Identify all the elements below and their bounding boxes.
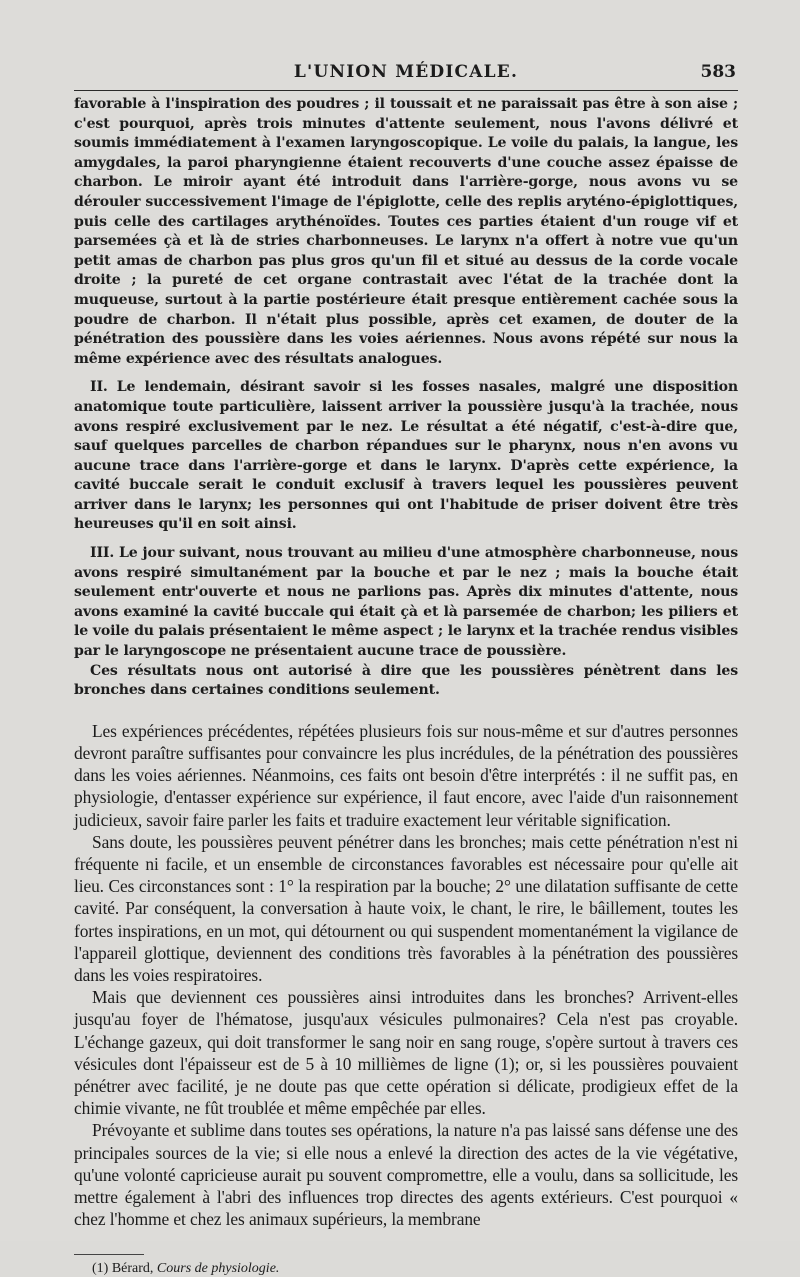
- discussion-section: [74, 720, 738, 1231]
- discussion-paragraph-3: Mais que deviennent ces poussières ainsi introduites dans les bronches? Arrivent-elles jusqu'au foyer de l'hématose, jusqu'aux vésicules pulmonaires? Cela n'est pas croyable. L'échange gazeux, qui doit transformer le sang noir en sang rouge, s'opère surtout à travers ces vésicules dont l'épaisseur est de 5 à 10 millièmes de ligne (1); or, si les poussières pouvaient pénétrer avec facilité, je ne doute pas que cette opération si délicate, prodigieux effet de la chimie vivante, ne fût troublée et même empêchée par elles.: [74, 987, 738, 1119]
- footnote: [74, 1261, 738, 1277]
- experiment-paragraph-3: III. Le jour suivant, nous trouvant au milieu d'une atmosphère charbonneuse, nous avons respiré simultanément par la bouche et par le nez ; mais la bouche était seulement entr'ouverte et nous ne parlions pas. Après dix minutes d'attente, nous avons examiné la cavité buccale qui était çà et là parsemée de charbon; les piliers et le voile du palais présentaient le même aspect ; le larynx et la trachée rendus visibles par le laryngoscope ne présentaient aucune trace de poussière.: [74, 545, 738, 660]
- discussion-paragraph-1: Les expériences précédentes, répétées plusieurs fois sur nous-même et sur d'autres personnes devront paraître suffisantes pour convaincre les plus incrédules, de la pénétration des poussières dans les voies aériennes. Néanmoins, ces faits ont besoin d'être interprétés : il ne suffit pas, en physiologie, d'entasser expérience sur expérience, il faut encore, avec l'aide d'un raisonnement judicieux, savoir faire parler les faits et traduire exactement leur véritable signification.: [74, 720, 738, 830]
- footnote-marker: (1) Bérard,: [92, 1261, 157, 1277]
- footnote-rule: [74, 1254, 144, 1255]
- experiment-section: [74, 95, 738, 701]
- page-number: 583: [700, 62, 736, 82]
- experiment-conclusion: Ces résultats nous ont autorisé à dire que les poussières pénètrent dans les bronches dans certaines conditions seulement.: [74, 662, 738, 699]
- discussion-paragraph-2: Sans doute, les poussières peuvent pénétrer dans les bronches; mais cette pénétration n'est ni fréquente ni facile, et un ensemble de circonstances favorables est nécessaire pour qu'elle ait lieu. Ces circonstances sont : 1° la respiration par la bouche; 2° une dilatation suffisante de cette cavité. Par conséquent, la conversation à haute voix, le chant, le rire, le bâillement, toutes les fortes inspirations, en un mot, qui détournent ou qui suspendent momentanément la vigilance de l'appareil glottique, deviennent des conditions très favorables à la pénétration des poussières dans les voies respiratoires.: [74, 831, 738, 986]
- running-title: L'UNION MÉDICALE.: [293, 62, 519, 82]
- experiment-paragraph-2: II. Le lendemain, désirant savoir si les fosses nasales, malgré une disposition anatomique toute particulière, laissent arriver la poussière jusqu'à la trachée, nous avons respiré exclusivement par le nez. Le résultat a été négatif, c'est-à-dire que, sauf quelques parcelles de charbon répandues sur le pharynx, nous n'en avons vu aucune trace dans l'arrière-gorge et dans le larynx. D'après cette expérience, la cavité buccale serait le conduit exclusif à travers lequel les poussières peuvent arriver dans le larynx; les personnes qui ont l'habitude de priser doivent être très heureuses qu'il en soit ainsi.: [74, 379, 738, 533]
- page-header: [74, 62, 738, 88]
- experiment-paragraph-1: favorable à l'inspiration des poudres ; il toussait et ne paraissait pas être à son aise ; c'est pourquoi, après trois minutes d'attente seulement, nous l'avons délivré et soumis immédiatement à l'examen laryngoscopique. Le voile du palais, la langue, les amygdales, la paroi pharyngienne étaient recouverts d'une couche assez épaisse de charbon. Le miroir ayant été introduit dans l'arrière-gorge, nous avons vu se dérouler successivement l'image de l'épiglotte, celle des replis aryténo-épiglottiques, puis celle des cartilages arythénoïdes. Toutes ces parties étaient d'un rouge vif et parsemées çà et là de stries charbonneuses. Le larynx n'a offert à notre vue qu'un petit amas de charbon pas plus gros qu'un fil et situé au dessus de la corde vocale droite ; la pureté de cet organe contrastait avec l'état de la trachée dont la muqueuse, surtout à la partie postérieure était presque entièrement cachée sous la poudre de charbon. Il n'était plus possible, après cet examen, de douter de la pénétration des poussière dans les voies aériennes. Nous avons répété sur nous la même expérience avec des résultats analogues.: [74, 96, 738, 367]
- header-rule: [74, 90, 738, 91]
- footnote-source: Cours de physiologie.: [156, 1261, 280, 1277]
- discussion-paragraph-4: Prévoyante et sublime dans toutes ses opérations, la nature n'a pas laissé sans défense une des principales sources de la vie; si elle nous a enlevé la direction des actes de la vie végétative, qu'une volonté capricieuse aurait pu souvent compromettre, elle a voulu, dans sa sollicitude, les mettre également à l'abri des influences trop directes des agents extérieurs. C'est pourquoi « chez l'homme et chez les animaux supérieurs, la membrane: [74, 1120, 738, 1230]
